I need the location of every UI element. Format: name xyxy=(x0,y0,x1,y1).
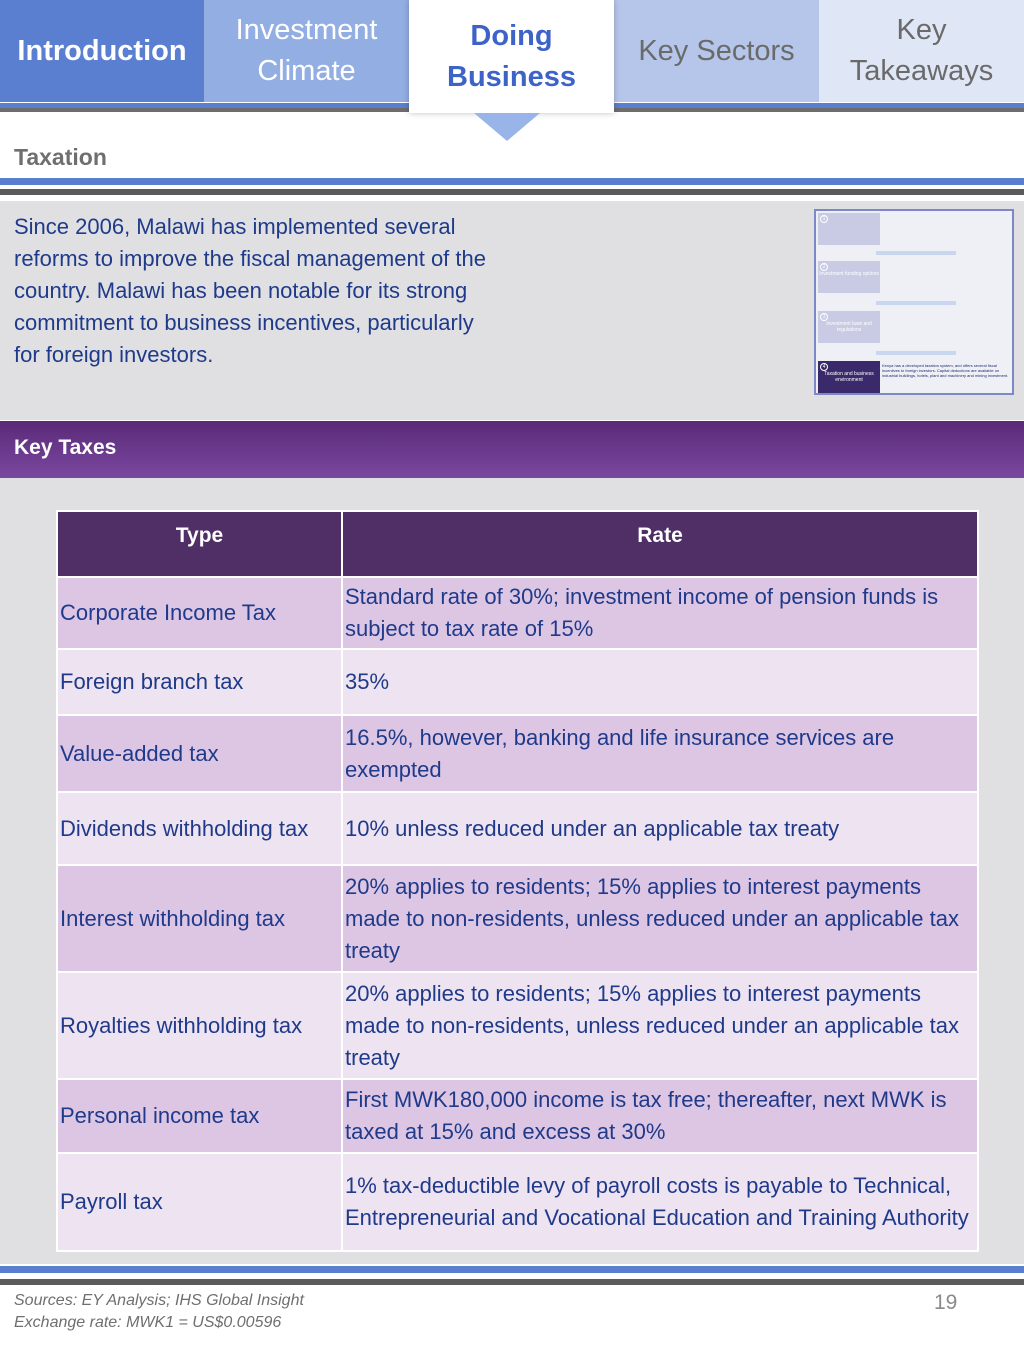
thumbnail-row-label-text: Taxation and business environment xyxy=(824,371,874,383)
thumbnail-row xyxy=(818,311,1010,343)
tax-type-cell: Corporate Income Tax xyxy=(57,577,342,649)
tax-type-cell: Value-added tax xyxy=(57,715,342,792)
tax-rate-cell: Standard rate of 30%; investment income of pension funds is subject to tax rate of 15% xyxy=(342,577,978,649)
tab-investment-climate-label: Investment Climate xyxy=(235,14,378,87)
table-header-row xyxy=(57,511,978,577)
intro-paragraph: Since 2006, Malawi has implemented several reforms to improve the fiscal management of the country. Malawi has been notable for its strong commitment to business incentives, particularly for foreign investors. xyxy=(14,214,486,367)
thumbnail-row xyxy=(818,261,1010,293)
thumbnail-row-body xyxy=(882,313,1010,341)
table-row xyxy=(57,577,978,649)
table-row xyxy=(57,1153,978,1251)
active-tab-pointer-icon xyxy=(474,113,540,141)
section-thumbnail[interactable] xyxy=(814,209,1014,395)
tax-rate-cell: 16.5%, however, banking and life insurance services are exempted xyxy=(342,715,978,792)
tab-introduction[interactable] xyxy=(0,0,204,102)
thumbnail-row-body: Kenya has a developed taxation system, and offers several fiscal incentives to foreign investors. Capital deductions are available on industrial buildings, hotels, plant and machinery and mining investment. xyxy=(882,363,1009,378)
page-number: 19 xyxy=(934,1291,958,1314)
thumbnail-row-body xyxy=(882,215,1010,243)
footer-divider-gray xyxy=(0,1279,1024,1285)
tab-bar xyxy=(0,0,1024,113)
tab-key-takeaways-label: Key Takeaways xyxy=(849,14,994,87)
thumbnail-row-label-text: Investment funding options xyxy=(819,271,879,277)
tax-rate-cell: First MWK180,000 income is tax free; thereafter, next MWK is taxed at 15% and excess at 30% xyxy=(342,1079,978,1153)
footer-exchange-rate: Exchange rate: MWK1 = US$0.00596 xyxy=(14,1314,282,1331)
thumbnail-row-number: 2 xyxy=(820,263,828,271)
key-taxes-title: Key Taxes xyxy=(14,436,117,459)
table-row xyxy=(57,865,978,972)
tax-rate-cell: 10% unless reduced under an applicable tax treaty xyxy=(342,792,978,865)
key-taxes-table xyxy=(56,510,979,1252)
tax-type-cell: Payroll tax xyxy=(57,1153,342,1251)
tab-doing-business-label: Doing Business xyxy=(447,19,576,93)
tab-key-sectors[interactable] xyxy=(614,0,819,102)
thumbnail-arrow xyxy=(876,301,956,305)
table-row xyxy=(57,715,978,792)
tax-type-cell: Personal income tax xyxy=(57,1079,342,1153)
thumbnail-arrow xyxy=(876,251,956,255)
tax-rate-cell: 35% xyxy=(342,649,978,715)
tax-rate-cell: 20% applies to residents; 15% applies to interest payments made to non-residents, unless reduced under an applicable tax treaty xyxy=(342,865,978,972)
table-row xyxy=(57,972,978,1079)
column-header-rate: Rate xyxy=(342,511,978,577)
tax-type-cell: Interest withholding tax xyxy=(57,865,342,972)
tax-rate-cell: 20% applies to residents; 15% applies to interest payments made to non-residents, unless reduced under an applicable tax treaty xyxy=(342,972,978,1079)
footer-divider-blue xyxy=(0,1266,1024,1273)
tab-key-takeaways[interactable] xyxy=(819,0,1024,102)
tax-type-cell: Dividends withholding tax xyxy=(57,792,342,865)
column-header-type: Type xyxy=(57,511,342,577)
tax-rate-cell: 1% tax-deductible levy of payroll costs is payable to Technical, Entrepreneurial and Vocational Education and Training Authority xyxy=(342,1153,978,1251)
thumbnail-row-number: 3 xyxy=(820,313,828,321)
table-row xyxy=(57,1079,978,1153)
table-row xyxy=(57,792,978,865)
thumbnail-row xyxy=(818,213,1010,245)
thumbnail-row-number: 4 xyxy=(820,363,828,371)
thumbnail-row-label-text: Investment laws and regulations xyxy=(826,321,872,333)
thumbnail-row-number: 1 xyxy=(820,215,828,223)
tab-investment-climate[interactable] xyxy=(204,0,409,102)
section-divider-gray xyxy=(0,189,1024,195)
table-row xyxy=(57,649,978,715)
thumbnail-row-active xyxy=(818,361,1010,393)
thumbnail-row-body xyxy=(882,263,1010,291)
section-title: Taxation xyxy=(14,144,107,170)
tab-doing-business[interactable] xyxy=(409,0,614,113)
footer-sources: Sources: EY Analysis; IHS Global Insight xyxy=(14,1292,304,1309)
tab-introduction-label: Introduction xyxy=(17,34,187,67)
section-divider-blue xyxy=(0,178,1024,185)
tax-type-cell: Royalties withholding tax xyxy=(57,972,342,1079)
key-taxes-banner xyxy=(0,421,1024,478)
tab-key-sectors-label: Key Sectors xyxy=(638,34,795,67)
tax-type-cell: Foreign branch tax xyxy=(57,649,342,715)
thumbnail-arrow xyxy=(876,351,956,355)
